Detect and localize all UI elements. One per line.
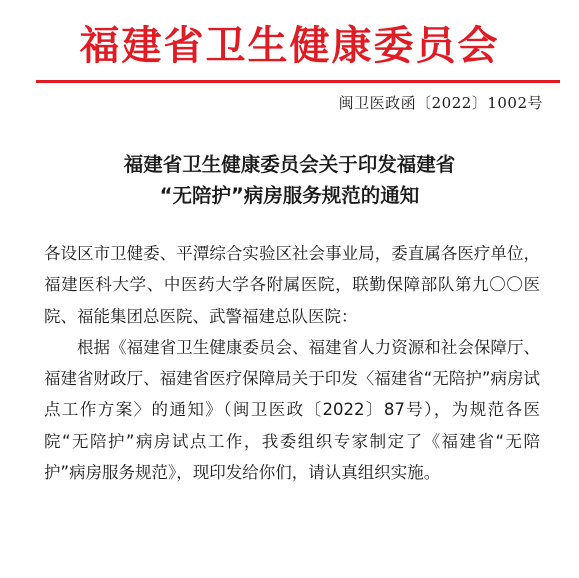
org-header: 福建省卫生健康委员会 xyxy=(79,23,500,69)
red-divider xyxy=(36,80,560,83)
document-body xyxy=(44,238,540,488)
title-line-2: “无陪护”病房服务规范的通知 xyxy=(159,184,420,207)
document-number: 闽卫医政函〔2022〕1002号 xyxy=(338,94,543,112)
body-paragraph: 根据《福建省卫生健康委员会、福建省人力资源和社会保障厅、福建省财政厅、福建省医疗保障局关于印发〈福建省“无陪护”病房试点工作方案〉的通知》（闽卫医政〔2022〕87号），为规范各医院“无陪护”病房试点工作，我委组织专家制定了《福建省“无陪护”病房服务规范》，现印发给你们，请认真组织实施。 xyxy=(44,337,540,483)
addressee-paragraph: 各设区市卫健委、平潭综合实验区社会事业局，委直属各医疗单位，福建医科大学、中医药大学各附属医院，联勤保障部队第九〇〇医院、福能集团总医院、武警福建总队医院： xyxy=(44,244,540,326)
document-title xyxy=(0,149,579,211)
title-line-1: 福建省卫生健康委员会关于印发福建省 xyxy=(123,153,456,176)
